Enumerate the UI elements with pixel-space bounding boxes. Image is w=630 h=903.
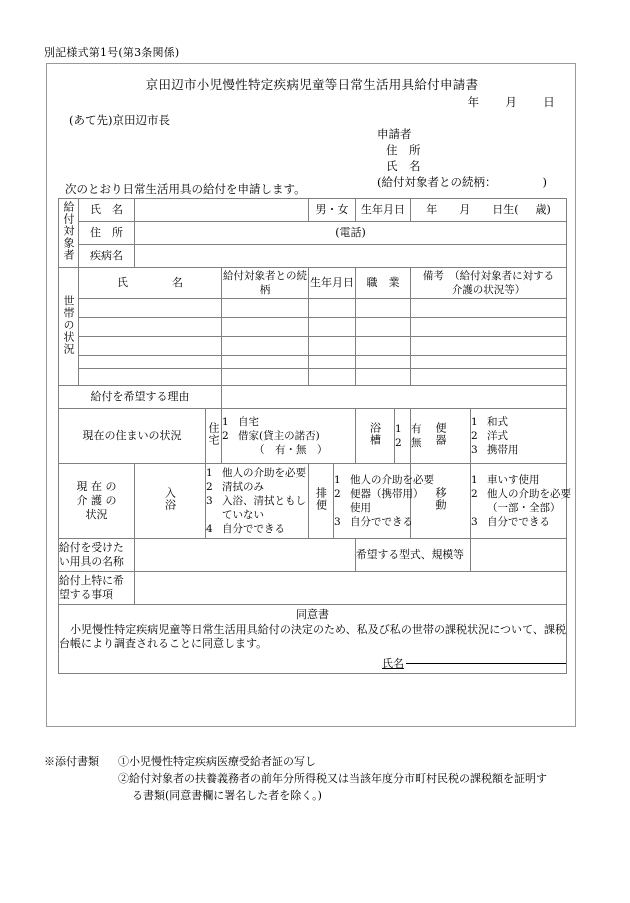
household-cell-name[interactable] bbox=[79, 369, 222, 386]
dob-age-label: 歳) bbox=[535, 203, 551, 216]
toilet-type-option-2[interactable]: 2 洋式 bbox=[471, 430, 508, 442]
household-cell-remarks[interactable] bbox=[411, 299, 567, 318]
mobility-option-2-cont: （一部・全部） bbox=[487, 502, 561, 514]
residence-option-1[interactable]: 1 自宅 bbox=[222, 416, 259, 428]
consent-title: 同意書 bbox=[296, 607, 329, 621]
care-label: 現 在 の 介 護 の 状況 bbox=[59, 464, 135, 539]
care-row bbox=[59, 464, 567, 539]
bathing-option-3[interactable]: 3 入浴、清拭ともし bbox=[206, 495, 306, 507]
recipient-dob-label: 生年月日 bbox=[356, 199, 411, 222]
recipient-name-row bbox=[59, 199, 567, 222]
dob-day-label: 日生( bbox=[492, 203, 519, 216]
housing-toilet-options[interactable] bbox=[471, 409, 567, 464]
table-row bbox=[59, 356, 567, 369]
household-cell-job[interactable] bbox=[356, 356, 411, 369]
household-cell-job[interactable] bbox=[356, 299, 411, 318]
table-row bbox=[59, 318, 567, 337]
recipient-disease-input[interactable] bbox=[135, 245, 567, 268]
table-row bbox=[59, 369, 567, 386]
addressee-label: (あて先)京田辺市長 bbox=[69, 113, 170, 127]
household-cell-job[interactable] bbox=[356, 318, 411, 337]
applicant-name-label: 氏 名 bbox=[386, 159, 421, 173]
intro-text: 次のとおり日常生活用具の給付を申請します。 bbox=[65, 182, 306, 196]
bathing-option-1[interactable]: 1 他人の介助を必要 bbox=[206, 467, 306, 479]
equipment-special-row bbox=[59, 572, 567, 605]
application-date-line bbox=[468, 94, 555, 110]
toilet-type-option-1[interactable]: 1 和式 bbox=[471, 416, 508, 428]
household-cell-remarks[interactable] bbox=[411, 337, 567, 356]
household-col-remarks: 備考 （給付対象者に対する 介護の状況等） bbox=[411, 268, 567, 299]
dob-month-label: 月 bbox=[459, 203, 471, 216]
applicant-relation-label: (給付対象者との続柄： bbox=[377, 175, 497, 189]
care-toilet-option-1[interactable]: 1 他人の介助を必要 bbox=[334, 474, 434, 486]
household-cell-name[interactable] bbox=[79, 318, 222, 337]
consent-signature-label: 氏名 bbox=[382, 656, 405, 670]
recipient-gender-label[interactable]: 男・女 bbox=[309, 199, 356, 222]
table-row bbox=[59, 337, 567, 356]
consent-row bbox=[59, 605, 567, 674]
household-cell-name[interactable] bbox=[79, 356, 222, 369]
recipient-address-label: 住 所 bbox=[79, 222, 135, 245]
household-col-name: 氏 名 bbox=[79, 268, 222, 299]
household-cell-dob[interactable] bbox=[309, 299, 356, 318]
household-cell-remarks[interactable] bbox=[411, 318, 567, 337]
household-cell-dob[interactable] bbox=[309, 369, 356, 386]
household-cell-remarks[interactable] bbox=[411, 369, 567, 386]
housing-residence-options[interactable] bbox=[222, 409, 356, 464]
attachment-notes bbox=[44, 753, 604, 804]
care-toilet-option-3[interactable]: 3 自分でできる bbox=[334, 516, 413, 528]
equipment-special-label: 給付上特に希望する事項 bbox=[59, 572, 135, 605]
household-cell-relation[interactable] bbox=[222, 299, 309, 318]
dob-year-label: 年 bbox=[426, 203, 438, 216]
recipient-side-label: 給付対象者 bbox=[59, 199, 79, 268]
attachment-item-1: ①小児慢性特定疾病医療受給者証の写し bbox=[118, 755, 316, 768]
date-day-label: 日 bbox=[543, 95, 555, 109]
recipient-dob-input[interactable] bbox=[411, 199, 567, 222]
household-cell-relation[interactable] bbox=[222, 318, 309, 337]
household-cell-relation[interactable] bbox=[222, 369, 309, 386]
toilet-type-option-3[interactable]: 3 携帯用 bbox=[471, 444, 519, 456]
household-cell-remarks[interactable] bbox=[411, 356, 567, 369]
household-cell-dob[interactable] bbox=[309, 318, 356, 337]
household-cell-dob[interactable] bbox=[309, 337, 356, 356]
household-cell-name[interactable] bbox=[79, 299, 222, 318]
page-title: 京田辺市小児慢性特定疾病児童等日常生活用具給付申請書 bbox=[145, 77, 479, 92]
care-toilet-options[interactable] bbox=[334, 464, 434, 539]
care-bathing-options[interactable] bbox=[206, 464, 309, 539]
equipment-model-input[interactable] bbox=[471, 539, 567, 572]
care-bathing-label: 入浴 bbox=[135, 464, 206, 539]
household-cell-relation[interactable] bbox=[222, 356, 309, 369]
bathing-option-3-cont: ていない bbox=[222, 509, 264, 521]
consent-signature-rule[interactable] bbox=[406, 663, 566, 664]
recipient-disease-label: 疾病名 bbox=[79, 245, 135, 268]
form-outer-frame bbox=[46, 63, 576, 727]
form-header-block bbox=[47, 64, 577, 196]
household-header-row bbox=[59, 268, 567, 299]
household-cell-relation[interactable] bbox=[222, 337, 309, 356]
housing-row bbox=[59, 409, 567, 464]
consent-signature-line[interactable] bbox=[59, 657, 566, 671]
mobility-option-2[interactable]: 2 他人の介助を必要 bbox=[471, 488, 571, 500]
equipment-name-row bbox=[59, 539, 567, 572]
reason-row bbox=[59, 386, 567, 409]
applicant-block bbox=[377, 126, 547, 190]
housing-bath-options[interactable] bbox=[395, 409, 423, 464]
applicant-address-label: 住 所 bbox=[386, 143, 421, 157]
household-cell-job[interactable] bbox=[356, 369, 411, 386]
form-code-label: 別記様式第1号(第3条関係) bbox=[44, 46, 180, 59]
household-cell-dob[interactable] bbox=[309, 356, 356, 369]
care-toilet-option-2-cont: 使用 bbox=[350, 502, 371, 514]
recipient-address-input[interactable] bbox=[135, 222, 567, 245]
housing-bath-label: 浴槽 bbox=[356, 409, 395, 464]
household-cell-job[interactable] bbox=[356, 337, 411, 356]
recipient-address-row bbox=[59, 222, 567, 245]
table-row bbox=[59, 299, 567, 318]
bath-option-1[interactable]: 1 有 bbox=[395, 423, 423, 435]
mobility-option-1[interactable]: 1 車いす使用 bbox=[471, 474, 540, 486]
attachment-head-label: ※添付書類 bbox=[44, 755, 99, 768]
attachment-item-2-line2: る書類(同意書欄に署名した者を除く。) bbox=[132, 789, 322, 802]
equipment-special-input[interactable] bbox=[135, 572, 567, 605]
equipment-name-input[interactable] bbox=[135, 539, 356, 572]
mobility-option-3[interactable]: 3 自分でできる bbox=[471, 516, 550, 528]
bath-option-2[interactable]: 2 無 bbox=[395, 437, 423, 449]
housing-residence-label: 住宅 bbox=[206, 409, 222, 464]
reason-input[interactable] bbox=[222, 386, 567, 409]
housing-label: 現在の住まいの状況 bbox=[59, 409, 206, 464]
equipment-model-label: 希望する型式、規模等 bbox=[356, 539, 471, 572]
date-month-label: 月 bbox=[505, 95, 518, 109]
attachment-item-2-line1: ②給付対象者の扶養義務者の前年分所得税又は当該年度分市町村民税の課税額を証明す bbox=[118, 772, 547, 785]
bathing-option-4[interactable]: 4 自分でできる bbox=[206, 523, 285, 535]
care-mobility-label: 移動 bbox=[411, 464, 471, 539]
application-main-table bbox=[58, 198, 571, 674]
bathing-option-2[interactable]: 2 清拭のみ bbox=[206, 481, 264, 493]
applicant-relation-close: ) bbox=[542, 175, 547, 189]
household-cell-name[interactable] bbox=[79, 337, 222, 356]
attachment-note-2 bbox=[44, 770, 604, 804]
household-side-label: 世帯の状況 bbox=[59, 268, 79, 386]
residence-suboption[interactable]: （ 有・無 ） bbox=[254, 444, 328, 456]
care-toilet-option-2[interactable]: 2 便器（携帯用） bbox=[334, 488, 424, 500]
care-mobility-options[interactable] bbox=[471, 464, 571, 539]
consent-body: 小児慢性特定疾病児童等日常生活用具給付の決定のため、私及び私の世帯の課税状況について、課税台帳により調査されることに同意します。 bbox=[59, 622, 567, 650]
recipient-name-label: 氏 名 bbox=[79, 199, 135, 222]
applicant-label: 申請者 bbox=[377, 127, 412, 141]
residence-option-2[interactable]: 2 借家(貸主の諾否) bbox=[222, 430, 320, 442]
care-toilet-label: 排便 bbox=[309, 464, 334, 539]
recipient-disease-row bbox=[59, 245, 567, 268]
household-col-relation: 給付対象者との続柄 bbox=[222, 268, 309, 299]
consent-box bbox=[59, 605, 567, 674]
telephone-label: (電話) bbox=[335, 226, 366, 239]
equipment-name-label: 給付を受けたい用具の名称 bbox=[59, 539, 135, 572]
attachment-note-1 bbox=[44, 753, 604, 770]
reason-label: 給付を希望する理由 bbox=[59, 386, 222, 409]
household-col-job: 職 業 bbox=[356, 268, 411, 299]
housing-toilet-label: 便器 bbox=[411, 409, 471, 464]
recipient-name-input[interactable] bbox=[135, 199, 309, 222]
household-col-dob: 生年月日 bbox=[309, 268, 356, 299]
date-year-label: 年 bbox=[467, 95, 480, 109]
